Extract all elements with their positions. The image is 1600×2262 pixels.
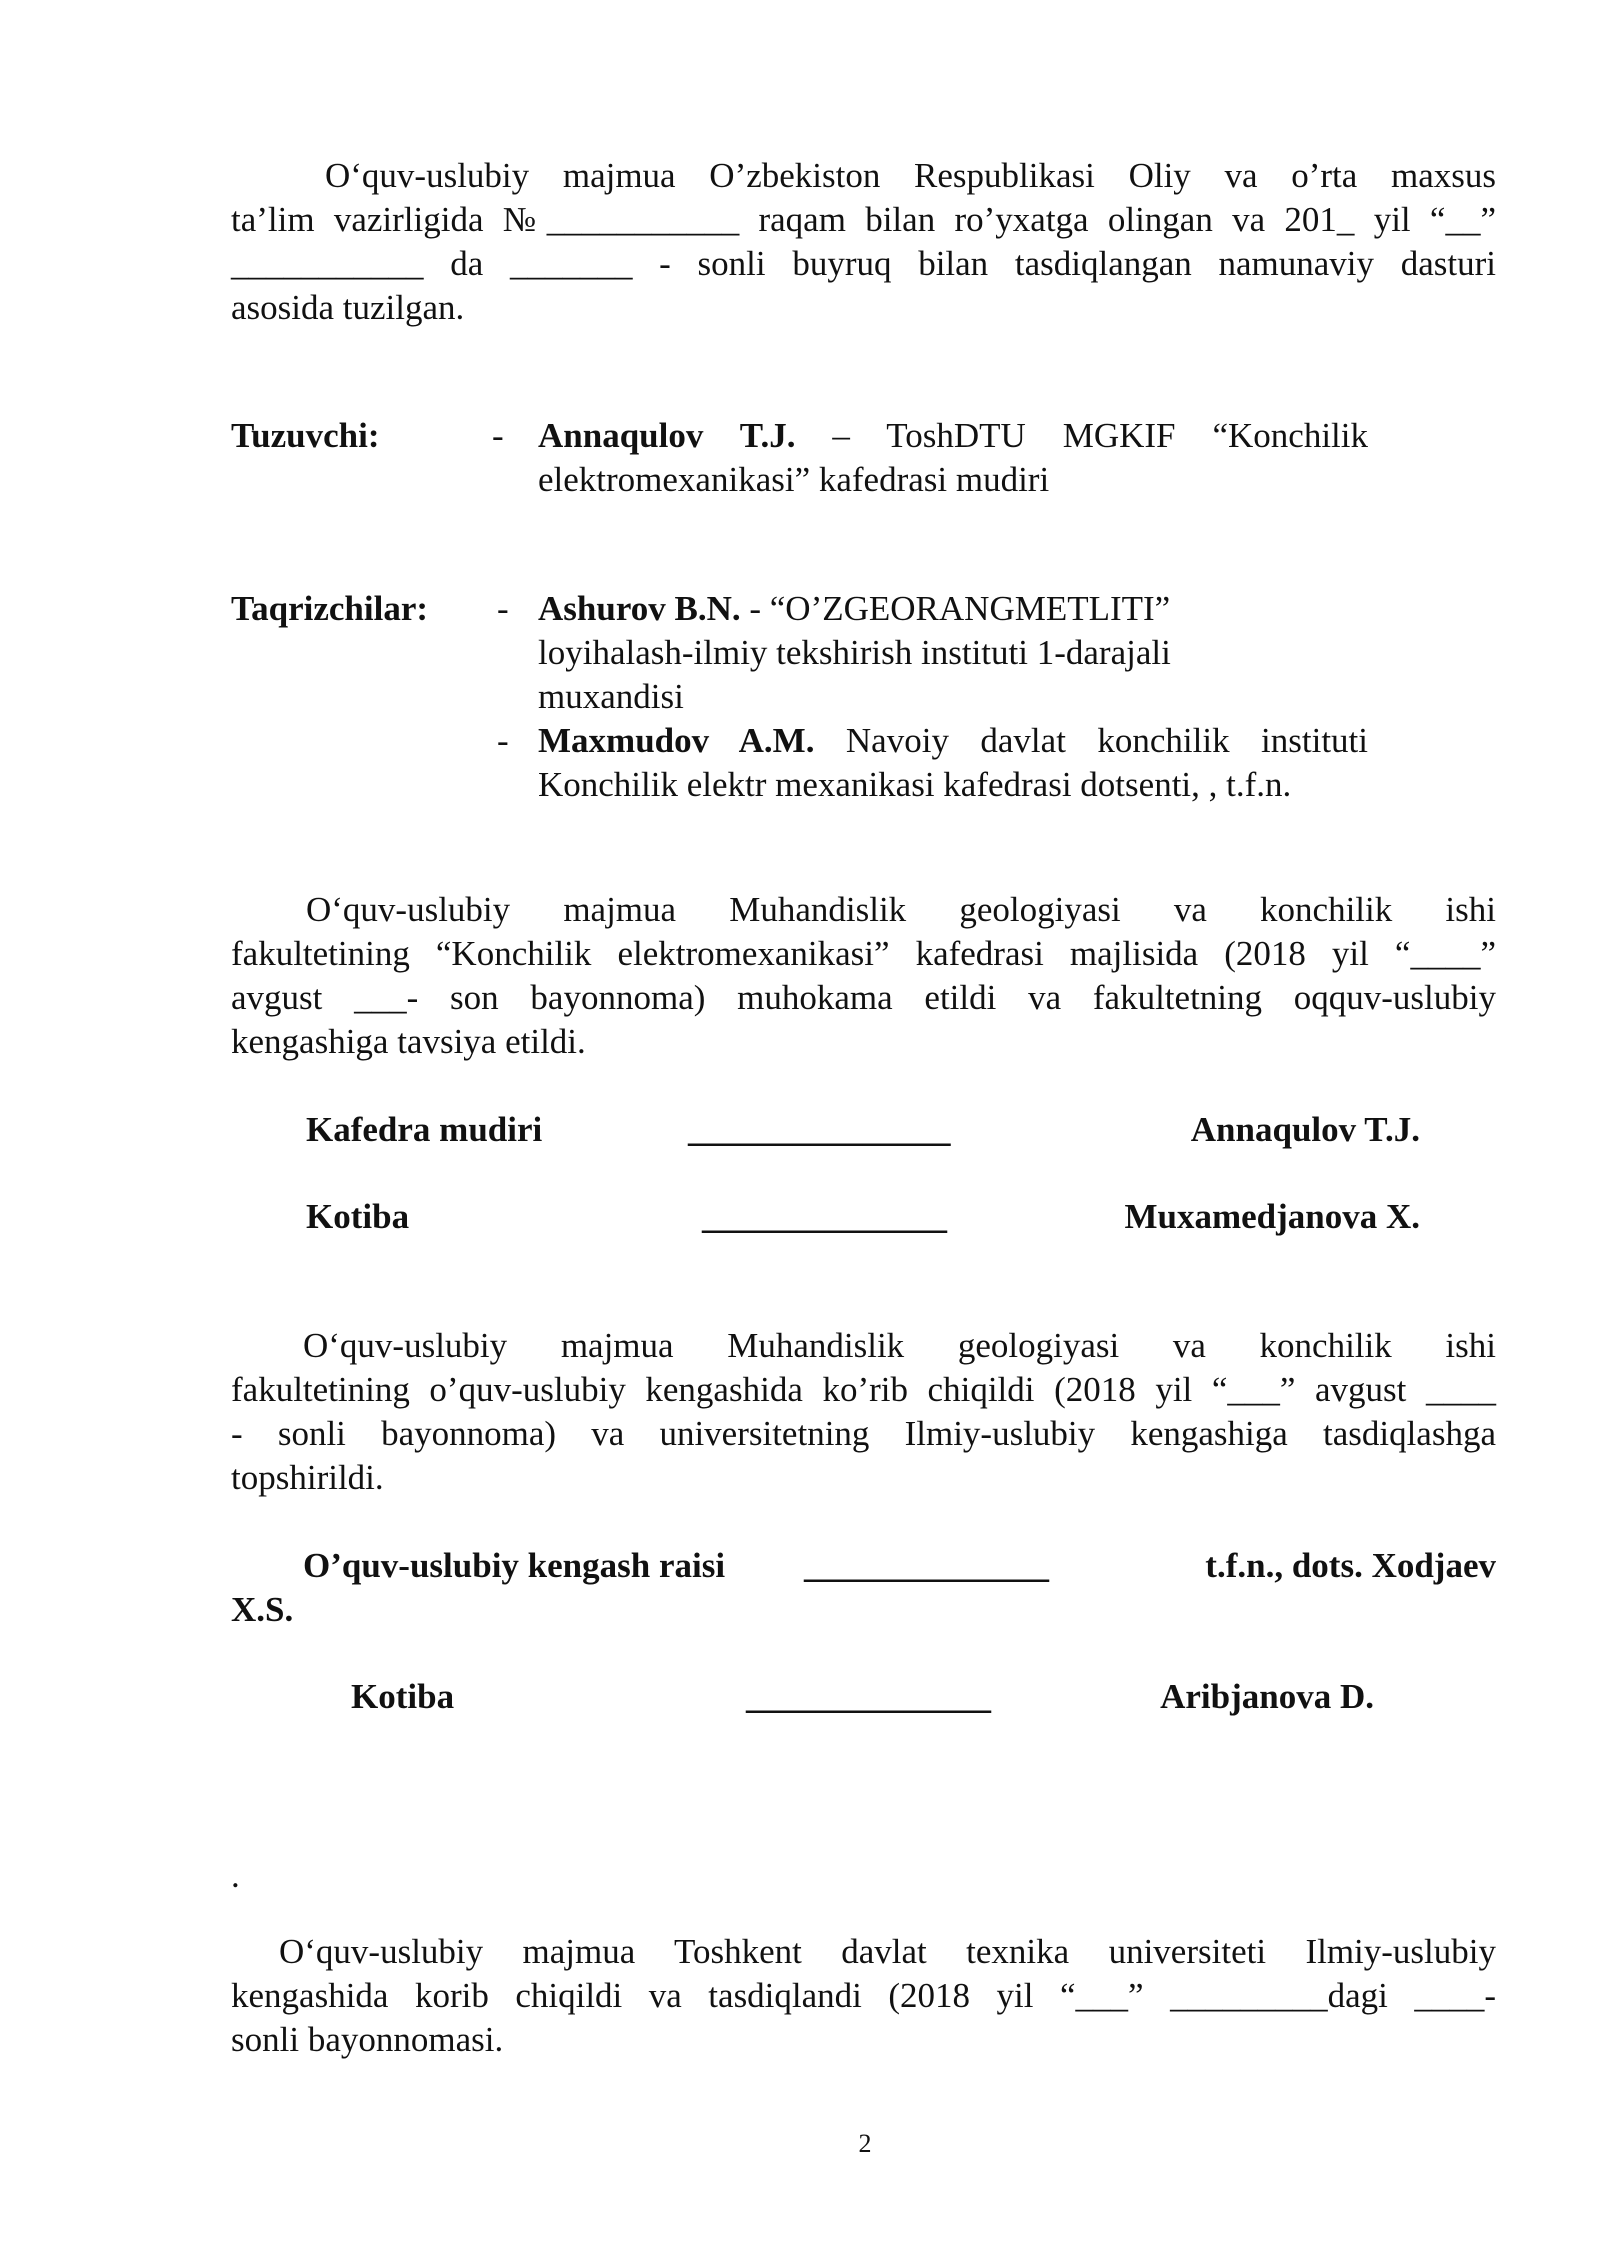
reviewer-2-line-1 xyxy=(538,719,1368,763)
author-line-1 xyxy=(538,414,1368,458)
signature-4-line: ______________ xyxy=(746,1677,991,1716)
intro-line-4: asosida tuzilgan. xyxy=(231,288,465,327)
intro-paragraph xyxy=(231,154,1496,330)
faculty-paragraph xyxy=(231,1324,1496,1500)
signature-2-line: ______________ xyxy=(702,1197,947,1236)
signature-4-role: Kotiba xyxy=(351,1677,455,1716)
reviewers-label: Taqrizchilar: xyxy=(231,589,429,628)
intro-line-1: O‘quv-uslubiy majmua O’zbekiston Respublikasi Oliy va o’rta maxsus xyxy=(325,156,1496,195)
reviewer-2-entry xyxy=(538,719,1368,807)
university-line-1: O‘quv-uslubiy majmua Toshkent davlat texnika universiteti Ilmiy-uslubiy xyxy=(279,1932,1496,1971)
intro-line-2: ta’lim vazirligida №___________ raqam bilan ro’yxatga olingan va 201_ yil “__” xyxy=(231,200,1496,239)
faculty-line-2: fakultetining o’quv-uslubiy kengashida ko’rib chiqildi (2018 yil “___” avgust ____ xyxy=(231,1370,1496,1409)
author-entry xyxy=(538,414,1368,502)
signature-2-name: Muxamedjanova X. xyxy=(1124,1197,1420,1236)
department-line-1: O‘quv-uslubiy majmua Muhandislik geologiyasi va konchilik ishi xyxy=(306,890,1496,929)
author-dash: - xyxy=(492,416,504,455)
author-label: Tuzuvchi: xyxy=(231,416,380,455)
faculty-line-3: - sonli bayonnoma) va universitetning Ilmiy-uslubiy kengashiga tasdiqlashga xyxy=(231,1414,1496,1453)
author-line-2: elektromexanikasi” kafedrasi mudiri xyxy=(538,460,1050,499)
university-line-3: sonli bayonnomasi. xyxy=(231,2020,504,2059)
department-paragraph xyxy=(231,888,1496,1064)
reviewer-2-dash: - xyxy=(497,721,509,760)
stray-dot: . xyxy=(231,1856,240,1895)
signature-3-role: O’quv-uslubiy kengash raisi xyxy=(303,1546,726,1585)
reviewer-1-org: - “O’ZGEORANGMETLITI” xyxy=(740,589,1171,628)
reviewer-1-entry xyxy=(538,587,1368,719)
signature-4-name: Aribjanova D. xyxy=(1160,1677,1374,1716)
author-affiliation: – ToshDTU MGKIF “Konchilik xyxy=(795,416,1368,455)
department-line-3: avgust ___- son bayonnoma) muhokama etildi va fakultetning oqquv-uslubiy xyxy=(231,978,1496,1017)
reviewer-1-dash: - xyxy=(497,589,509,628)
reviewer-2-org: Navoiy davlat konchilik instituti xyxy=(814,721,1368,760)
reviewer-1-name: Ashurov B.N. xyxy=(538,589,741,628)
university-paragraph xyxy=(231,1930,1496,2062)
reviewer-1-line-1 xyxy=(538,587,1368,631)
signature-3-line: ______________ xyxy=(804,1546,1049,1585)
faculty-line-1: O‘quv-uslubiy majmua Muhandislik geologiyasi va konchilik ishi xyxy=(303,1326,1496,1365)
reviewer-2-name: Maxmudov A.M. xyxy=(538,721,815,760)
signature-3-name-continued: X.S. xyxy=(231,1590,294,1629)
signature-1-name: Annaqulov T.J. xyxy=(1190,1110,1420,1149)
reviewer-2-line-2: Konchilik elektr mexanikasi kafedrasi dotsenti, , t.f.n. xyxy=(538,765,1292,804)
signature-1-role: Kafedra mudiri xyxy=(306,1110,543,1149)
faculty-line-4: topshirildi. xyxy=(231,1458,384,1497)
intro-line-3: ___________ da _______ - sonli buyruq bilan tasdiqlangan namunaviy dasturi xyxy=(231,244,1496,283)
university-line-2: kengashida korib chiqildi va tasdiqlandi (2018 yil “___” _________dagi ____- xyxy=(231,1976,1496,2015)
author-name: Annaqulov T.J. xyxy=(538,416,796,455)
signature-2-role: Kotiba xyxy=(306,1197,410,1236)
page-number: 2 xyxy=(858,2129,872,2158)
department-line-2: fakultetining “Konchilik elektromexanikasi” kafedrasi majlisida (2018 yil “____” xyxy=(231,934,1496,973)
reviewer-1-line-3: muxandisi xyxy=(538,677,684,716)
signature-1-line: _______________ xyxy=(688,1110,951,1149)
reviewer-1-line-2: loyihalash-ilmiy tekshirish instituti 1-darajali xyxy=(538,633,1171,672)
signature-3-name: t.f.n., dots. Xodjaev xyxy=(1205,1546,1496,1585)
department-line-4: kengashiga tavsiya etildi. xyxy=(231,1022,586,1061)
